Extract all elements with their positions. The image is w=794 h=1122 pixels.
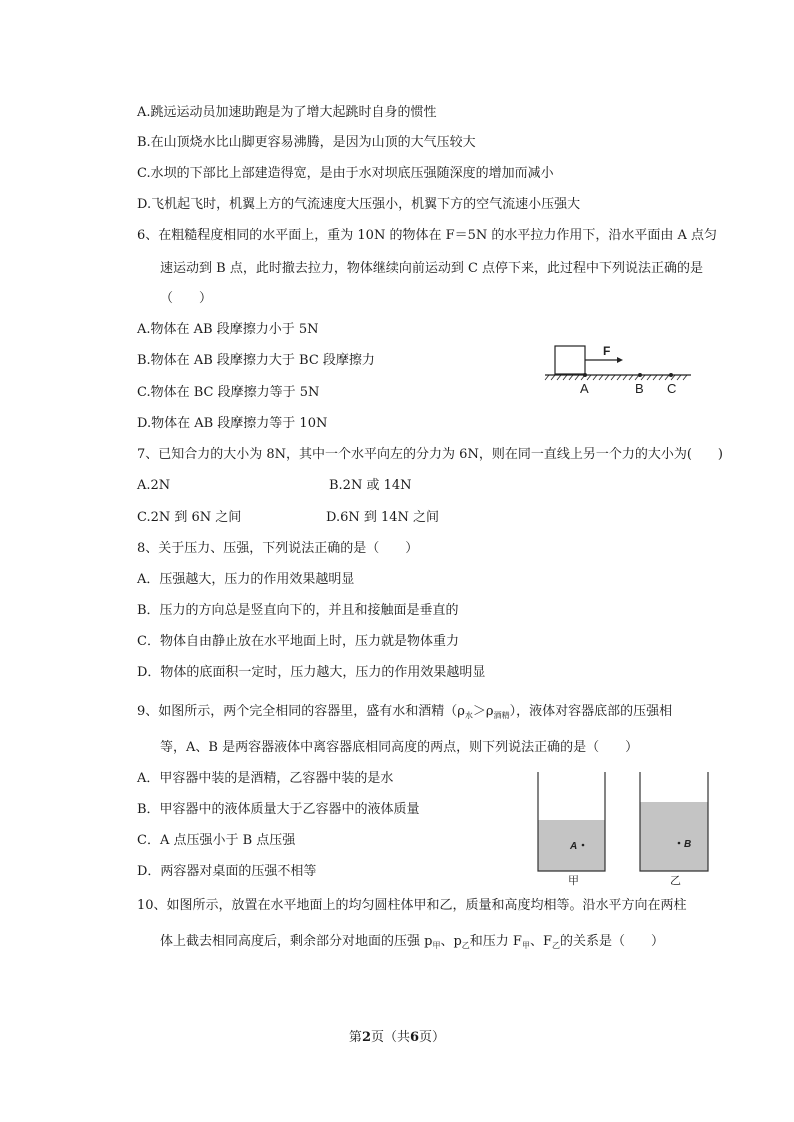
q9-option-a: A．甲容器中装的是酒精，乙容器中装的是水 [137, 771, 394, 786]
q9-option-d: D．两容器对桌面的压强不相等 [137, 864, 317, 879]
q6-option-d: D.物体在 AB 段摩擦力等于 10N [137, 416, 328, 431]
q10-mid-3: 、F [529, 934, 552, 949]
q9-stem-line1 [137, 703, 672, 725]
q6-point-b [638, 373, 642, 377]
q9-label-jia: 甲 [568, 874, 579, 887]
q10-mid-2: 和压力 F [469, 934, 522, 949]
q6-point-c [669, 373, 673, 377]
q9-stem-mid: ＞ρ [472, 704, 494, 719]
q6-option-c: C.物体在 BC 段摩擦力等于 5N [137, 385, 320, 400]
q10-sub-4: 乙 [551, 941, 560, 950]
q9-container-jia [538, 772, 605, 871]
q6-label-b: B [635, 381, 644, 396]
q9-label-b: B [684, 839, 692, 850]
q9-container-yi [640, 772, 708, 871]
q6-force-label: F [603, 344, 611, 358]
q10-stem-line2 [160, 933, 664, 955]
q6-point-a [583, 373, 587, 377]
q10-sub-2: 乙 [461, 941, 470, 950]
q9-sub-water: 水 [464, 711, 473, 720]
q10-mid-1: 、p [440, 934, 462, 949]
q6-figure [543, 342, 693, 398]
q9-option-c: C．A 点压强小于 B 点压强 [137, 833, 296, 848]
q6-option-b: B.物体在 AB 段摩擦力大于 BC 段摩擦力 [137, 353, 375, 368]
q9-sub-alcohol: 酒精 [493, 711, 510, 720]
q9-stem-line2: 等，A、B 是两容器液体中离容器底相同高度的两点，则下列说法正确的是（ ） [160, 740, 639, 755]
q8-option-c: C．物体自由静止放在水平地面上时，压力就是物体重力 [137, 634, 459, 649]
q5-option-b: B.在山顶烧水比山脚更容易沸腾，是因为山顶的大气压较大 [137, 135, 476, 150]
footer-page-number: 2 [361, 1030, 371, 1045]
q5-option-c: C.水坝的下部比上部建造得宽，是由于水对坝底压强随深度的增加而减小 [137, 166, 554, 181]
q6-label-a: A [580, 381, 589, 396]
q5-option-d: D.飞机起飞时，机翼上方的气流速度大压强小，机翼下方的空气流速小压强大 [137, 197, 581, 212]
q10-stem-line1: 10、如图所示，放置在水平地面上的均匀圆柱体甲和乙，质量和高度均相等。沿水平方向在两柱 [137, 898, 687, 913]
page-footer [0, 1026, 794, 1045]
q6-block [555, 346, 585, 374]
q9-liquid-yi [640, 802, 708, 871]
q8-option-b: B．压力的方向总是竖直向下的，并且和接触面是垂直的 [137, 603, 459, 618]
q6-label-c: C [667, 381, 677, 396]
q9-stem-post: ），液体对容器底部的压强相 [509, 704, 673, 719]
q7-option-a: A.2N [137, 478, 171, 493]
q8-stem: 8、关于压力、压强，下列说法正确的是（ ） [137, 541, 419, 556]
footer-post: 页） [419, 1030, 446, 1045]
q6-option-a: A.物体在 AB 段摩擦力小于 5N [137, 322, 319, 337]
q8-option-d: D．物体的底面积一定时，压力越大，压力的作用效果越明显 [137, 665, 486, 680]
q10-stem-post: 的关系是（ ） [559, 934, 664, 949]
q6-stem-line2: 速运动到 B 点，此时撤去拉力，物体继续向前运动到 C 点停下来，此过程中下列说法正确的是 [160, 261, 704, 276]
q10-stem-pre: 体上截去相同高度后，剩余部分对地面的压强 p [160, 934, 433, 949]
q10-sub-3: 甲 [521, 941, 530, 950]
footer-mid: 页（共 [370, 1030, 410, 1045]
q9-figure [530, 770, 730, 886]
q5-option-a: A.跳远运动员加速助跑是为了增大起跳时自身的惯性 [137, 105, 437, 120]
q6-ground-hatch [545, 375, 687, 380]
q7-option-c: C.2N 到 6N 之间 [137, 510, 242, 525]
q6-stem-line3: （ ） [160, 291, 213, 306]
q9-label-a: A [570, 841, 578, 852]
q7-option-b: B.2N 或 14N [329, 478, 412, 493]
footer-pre: 第 [348, 1030, 362, 1045]
q7-option-d: D.6N 到 14N 之间 [326, 510, 440, 525]
q9-stem-pre: 9、如图所示，两个完全相同的容器里，盛有水和酒精（ρ [137, 704, 465, 719]
footer-total-pages: 6 [410, 1030, 420, 1045]
q9-label-yi: 乙 [670, 874, 681, 887]
q8-option-a: A．压强越大，压力的作用效果越明显 [137, 572, 355, 587]
q7-stem: 7、已知合力的大小为 8N，其中一个水平向左的分力为 6N，则在同一直线上另一个力的大小为( ) [137, 447, 723, 462]
q9-option-b: B．甲容器中的液体质量大于乙容器中的液体质量 [137, 802, 420, 817]
q6-stem-line1: 6、在粗糙程度相同的水平面上，重为 10N 的物体在 F＝5N 的水平拉力作用下，沿水平面由 A 点匀 [137, 228, 718, 243]
q10-sub-1: 甲 [432, 941, 441, 950]
